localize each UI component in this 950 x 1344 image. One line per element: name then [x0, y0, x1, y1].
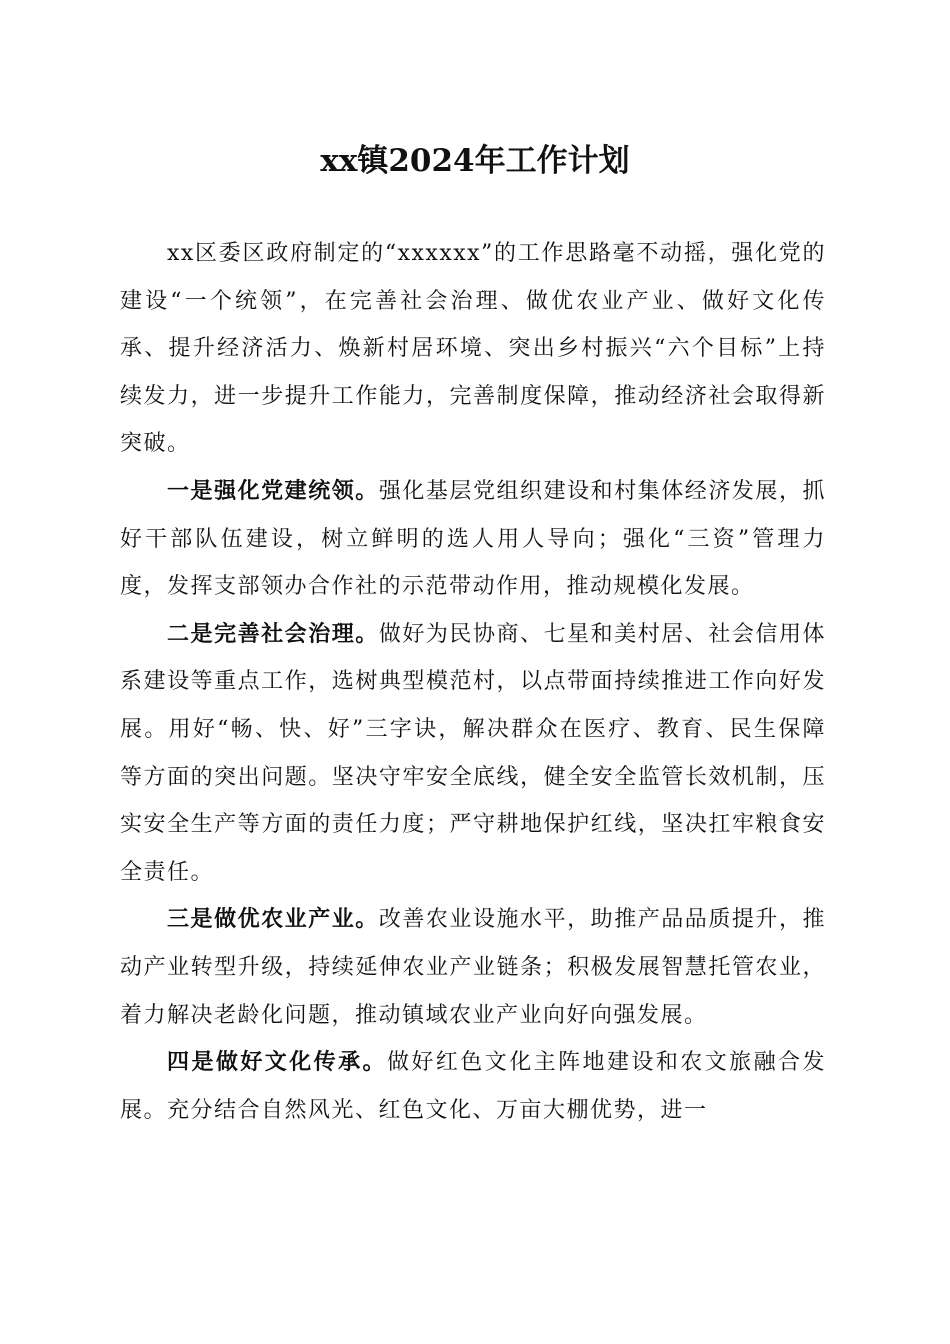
paragraph-lead: 二是完善社会治理。 [167, 620, 379, 647]
paragraph-lead: 一是强化党建统领。 [167, 477, 379, 504]
paragraph-social-governance [120, 611, 826, 897]
paragraph-text: 强化基层党组织建设和村集体经济发展，抓好干部队伍建设，树立鲜明的选人用人导向；强化“三资”管理力度，发挥支部领办合作社的示范带动作用，推动规模化发展。 [120, 478, 826, 600]
paragraph-text: xx区委区政府制定的“xxxxxx”的工作思路毫不动摇，强化党的建设“一个统领”，在完善社会治理、做优农业产业、做好文化传承、提升经济活力、焕新村居环境、突出乡村振兴“六个目标”上持续发力，进一步提升工作能力，完善制度保障，推动经济社会取得新突破。 [120, 241, 826, 457]
paragraph-text: 做好为民协商、七星和美村居、社会信用体系建设等重点工作，选树典型模范村，以点带面持续推进工作向好发展。用好“畅、快、好”三字诀，解决群众在医疗、教育、民生保障等方面的突出问题。坚决守牢安全底线，健全安全监管长效机制，压实安全生产等方面的责任力度；严守耕地保护红线，坚决扛牢粮食安全责任。 [120, 621, 826, 885]
paragraph-text: 做好红色文化主阵地建设和农文旅融合发展。充分结合自然风光、红色文化、万亩大棚优势，进一 [120, 1050, 826, 1123]
paragraph-agriculture [120, 896, 826, 1039]
paragraph-lead: 三是做优农业产业。 [167, 906, 379, 933]
paragraph-lead: 四是做好文化传承。 [167, 1049, 387, 1076]
document-body [120, 230, 826, 1134]
document-title: xx镇2024年工作计划 [320, 143, 630, 179]
paragraph-text: 改善农业设施水平，助推产品品质提升，推动产业转型升级，持续延伸农业产业链条；积极发展智慧托管农业，着力解决老龄化问题，推动镇域农业产业向好向强发展。 [120, 907, 826, 1028]
paragraph-intro [120, 230, 826, 468]
paragraph-party-building [120, 468, 826, 611]
paragraph-culture [120, 1039, 826, 1134]
